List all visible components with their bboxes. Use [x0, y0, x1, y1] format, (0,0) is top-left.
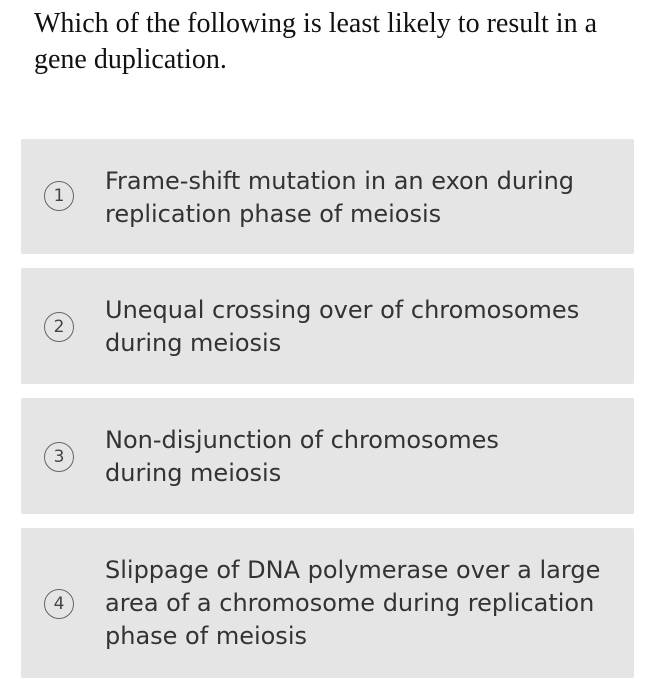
answer-option-3[interactable] — [21, 398, 634, 514]
option-text: Non-disjunction of chromosomes during meiosis — [105, 426, 499, 487]
answer-option-4[interactable] — [21, 528, 634, 678]
option-text: Slippage of DNA polymerase over a large area of a chromosome during replication phase of meiosis — [105, 556, 601, 650]
option-number-badge: 1 — [44, 181, 74, 211]
question-text: Which of the following is least likely to result in a gene duplication. — [34, 8, 597, 75]
answer-option-1[interactable] — [21, 139, 634, 254]
option-number-badge: 2 — [44, 312, 74, 342]
option-number-badge: 3 — [44, 442, 74, 472]
option-text: Unequal crossing over of chromosomes during meiosis — [105, 296, 580, 357]
option-text: Frame-shift mutation in an exon during replication phase of meiosis — [105, 167, 575, 228]
option-number-badge: 4 — [44, 589, 74, 619]
answer-option-2[interactable] — [21, 268, 634, 384]
